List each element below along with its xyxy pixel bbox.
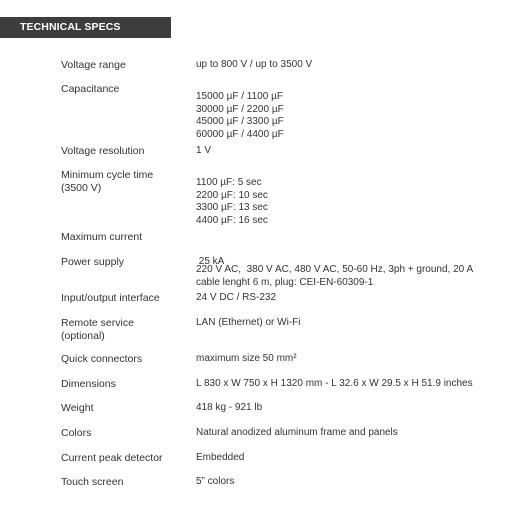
spec-value-line: 45000 µF / 3300 µF xyxy=(196,116,284,127)
spec-value-line: 1100 µF: 5 sec xyxy=(196,177,262,188)
spec-value-line: LAN (Ethernet) or Wi-Fi xyxy=(196,317,301,328)
spec-value-line: 15000 µF / 1100 µF xyxy=(196,91,283,102)
spec-label: Current peak detector xyxy=(61,452,163,464)
spec-label: Maximum current xyxy=(61,231,143,243)
spec-label: Capacitance xyxy=(61,83,120,95)
spec-value xyxy=(196,353,496,366)
spec-value-line: 3300 µF: 13 sec xyxy=(196,202,268,213)
spec-label: Weight xyxy=(61,402,94,414)
spec-value xyxy=(196,264,496,289)
spec-value xyxy=(196,402,496,415)
spec-label: Touch screen xyxy=(61,476,124,488)
spec-value xyxy=(196,59,496,72)
spec-value-line: up to 800 V / up to 3500 V xyxy=(196,59,313,70)
section-title: TECHNICAL SPECS xyxy=(0,17,171,38)
spec-value xyxy=(196,427,496,440)
spec-value xyxy=(196,317,496,330)
spec-value-line: maximum size 50 mm² xyxy=(196,353,297,364)
spec-value-line: 25 kA xyxy=(196,256,225,267)
spec-value xyxy=(196,378,496,391)
spec-value xyxy=(196,91,496,141)
spec-label: Remote service (optional) xyxy=(61,317,134,342)
spec-value xyxy=(196,292,496,305)
spec-value-line: Natural anodized aluminum frame and panels xyxy=(196,427,398,438)
spec-value-line: 220 V AC, 380 V AC, 480 V AC, 50-60 Hz, 3ph + ground, 20 A xyxy=(196,264,474,275)
spec-value xyxy=(196,452,496,465)
spec-value-line: 60000 µF / 4400 µF xyxy=(196,128,284,140)
spec-label: Colors xyxy=(61,427,92,439)
spec-label: Input/output interface xyxy=(61,292,160,304)
spec-value-line: cable lenght 6 m, plug: CEI-EN-60309-1 xyxy=(196,276,374,288)
spec-value-line: 5” colors xyxy=(196,476,235,487)
spec-label: Dimensions xyxy=(61,378,116,390)
spec-value xyxy=(196,145,496,158)
spec-value-line: 2200 µF: 10 sec xyxy=(196,189,268,201)
spec-label: Minimum cycle time (3500 V) xyxy=(61,169,154,194)
spec-value-line: 418 kg - 921 lb xyxy=(196,402,263,413)
spec-value-line: L 830 x W 750 x H 1320 mm - L 32.6 x W 29.5 x H 51.9 inches xyxy=(196,378,473,389)
spec-value xyxy=(196,476,496,489)
spec-value-line: 30000 µF / 2200 µF xyxy=(196,103,284,115)
spec-value xyxy=(196,177,496,227)
spec-label: Quick connectors xyxy=(61,353,143,365)
spec-value-line: 24 V DC / RS-232 xyxy=(196,292,277,303)
spec-label: Voltage resolution xyxy=(61,145,145,157)
spec-value-line: 4400 µF: 16 sec xyxy=(196,214,268,226)
spec-label: Power supply xyxy=(61,256,125,268)
spec-label: Voltage range xyxy=(61,59,126,71)
spec-value-line: Embedded xyxy=(196,452,245,463)
spec-value-line: 1 V xyxy=(196,145,212,156)
